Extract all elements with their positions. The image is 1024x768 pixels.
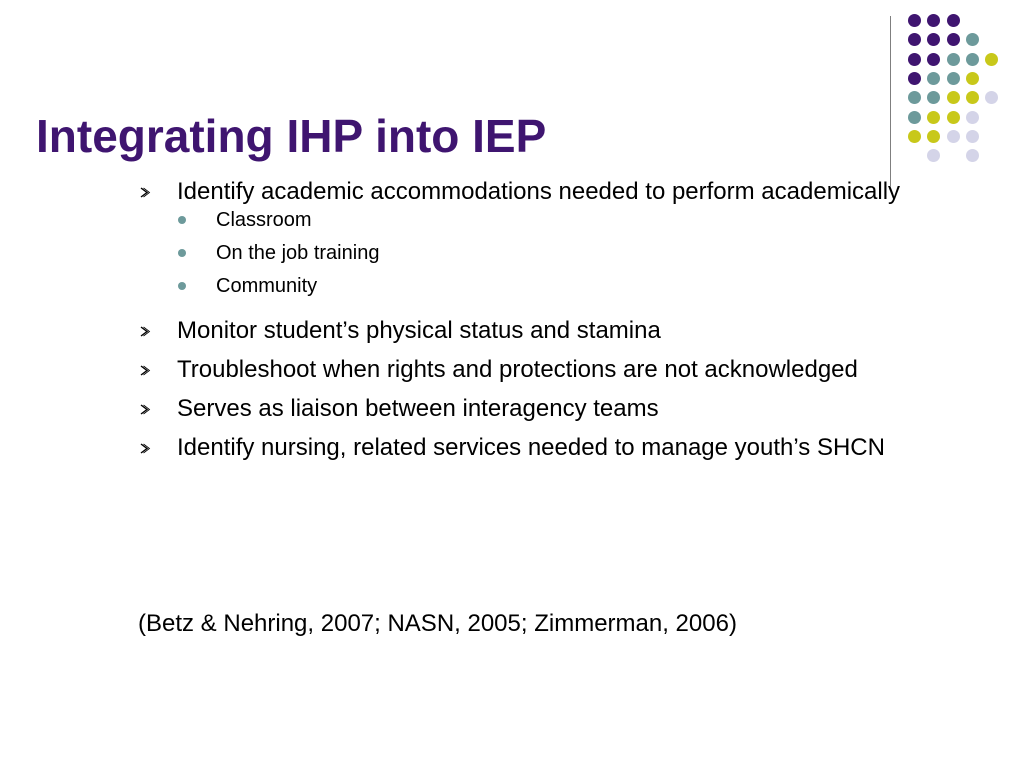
- sub-bullet-community: [138, 273, 938, 299]
- sub-bullet-classroom: [138, 207, 938, 233]
- decorative-dot: [927, 72, 940, 85]
- sub-bullet-text: Classroom: [216, 209, 312, 231]
- bullet-text: Monitor student’s physical status and stamina: [177, 317, 661, 344]
- decorative-dot: [966, 33, 979, 46]
- decorative-dot: [908, 111, 921, 124]
- chevron-right-icon: [138, 394, 152, 424]
- bullet-list: [138, 177, 938, 463]
- decorative-dot: [927, 111, 940, 124]
- bullet-text: Identify academic accommodations needed to perform academically: [177, 178, 901, 205]
- bullet-item-academic-accommodations: [138, 177, 938, 207]
- bullet-item-monitor-status: [138, 316, 938, 346]
- decorative-dot: [927, 149, 940, 162]
- chevron-right-icon: [138, 355, 152, 385]
- decorative-dot: [947, 53, 960, 66]
- decorative-dot: [966, 130, 979, 143]
- bullet-item-nursing-services: [138, 433, 938, 463]
- decorative-dot: [927, 91, 940, 104]
- decorative-dot: [947, 111, 960, 124]
- sub-bullet-text: On the job training: [216, 242, 380, 264]
- decorative-dot: [908, 91, 921, 104]
- decorative-dot: [966, 91, 979, 104]
- dot-bullet-icon: [178, 216, 186, 224]
- decorative-dot: [966, 72, 979, 85]
- bullet-text: Serves as liaison between interagency teams: [177, 395, 659, 422]
- decorative-dot: [908, 14, 921, 27]
- bullet-item-troubleshoot: [138, 355, 938, 385]
- citation-text: (Betz & Nehring, 2007; NASN, 2005; Zimmerman, 2006): [138, 610, 737, 637]
- dot-bullet-icon: [178, 282, 186, 290]
- chevron-right-icon: [138, 433, 152, 463]
- decorative-dot: [985, 53, 998, 66]
- chevron-right-icon: [138, 177, 152, 207]
- decorative-dot: [947, 33, 960, 46]
- decorative-dot: [947, 91, 960, 104]
- sub-bullet-text: Community: [216, 275, 318, 297]
- decorative-dot: [985, 91, 998, 104]
- title-divider-line: [890, 16, 891, 186]
- decorative-dot: [947, 130, 960, 143]
- decorative-dot: [927, 33, 940, 46]
- decorative-dot: [927, 14, 940, 27]
- sub-bullet-job-training: [138, 240, 938, 266]
- decorative-dot: [927, 130, 940, 143]
- slide-title: Integrating IHP into IEP: [36, 110, 547, 162]
- bullet-text: Identify nursing, related services needed to manage youth’s SHCN: [177, 434, 885, 461]
- decorative-dot: [966, 111, 979, 124]
- decorative-dot-grid: [908, 14, 1008, 164]
- decorative-dot: [908, 33, 921, 46]
- decorative-dot: [908, 72, 921, 85]
- decorative-dot: [908, 130, 921, 143]
- decorative-dot: [947, 72, 960, 85]
- decorative-dot: [966, 53, 979, 66]
- bullet-text: Troubleshoot when rights and protections are not acknowledged: [177, 356, 858, 383]
- decorative-dot: [947, 14, 960, 27]
- dot-bullet-icon: [178, 249, 186, 257]
- decorative-dot: [966, 149, 979, 162]
- chevron-right-icon: [138, 316, 152, 346]
- decorative-dot: [927, 53, 940, 66]
- bullet-item-liaison: [138, 394, 938, 424]
- decorative-dot: [908, 53, 921, 66]
